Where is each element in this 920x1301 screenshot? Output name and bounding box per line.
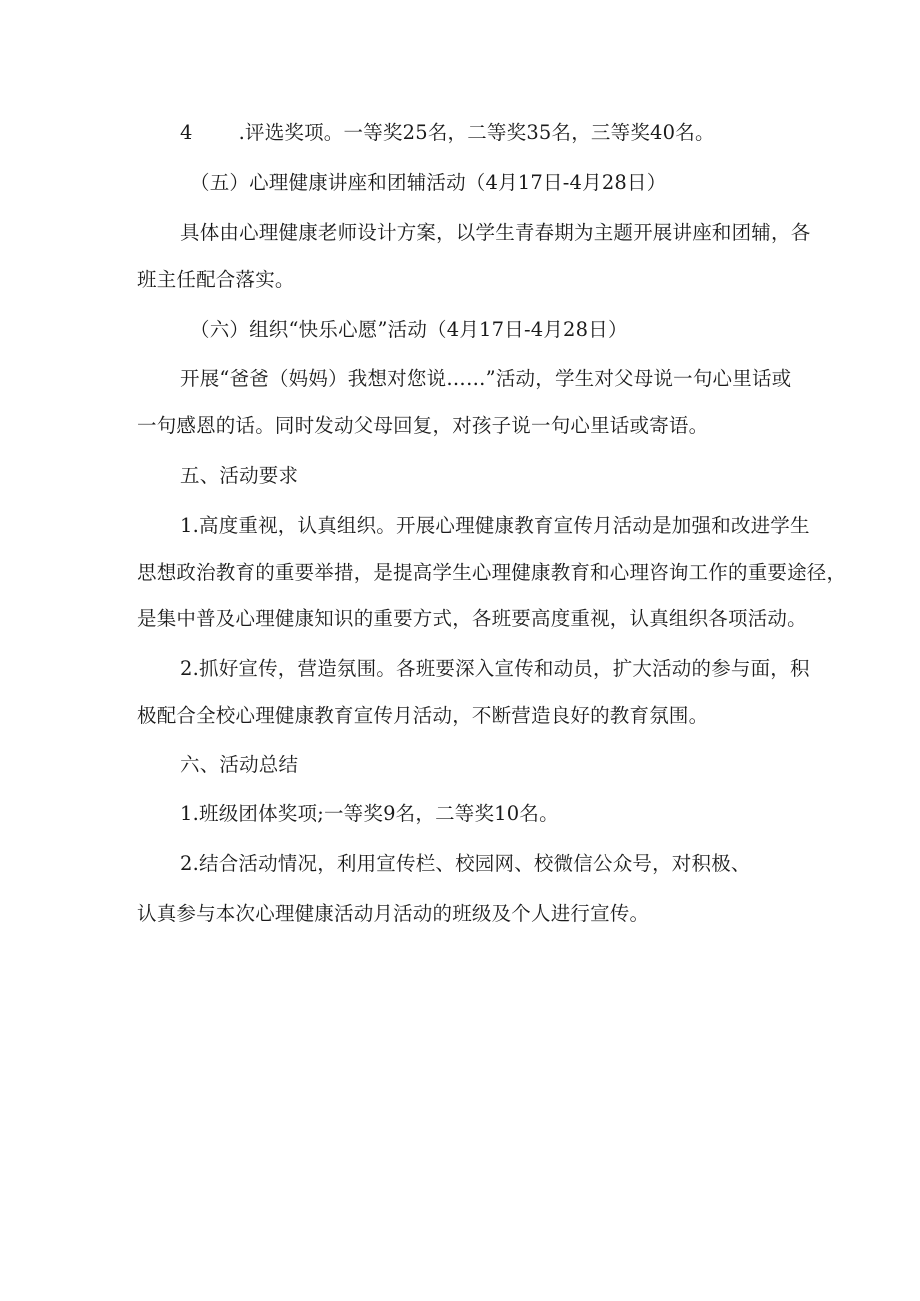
paragraph-line: 2.结合活动情况，利用宣传栏、校园网、校微信公众号，对积极、 <box>180 852 751 875</box>
paragraph-line: 开展“爸爸（妈妈）我想对您说……”活动，学生对父母说一句心里话或 <box>180 367 792 390</box>
section-heading-wish: （六）组织“快乐心愿”活动（4月17日-4月28日） <box>190 318 628 341</box>
section-heading-summary: 六、活动总结 <box>180 753 299 776</box>
paragraph-text: .评选奖项。一等奖25名，二等奖35名，三等奖40名。 <box>238 121 715 144</box>
paragraph-line: 思想政治教育的重要举措，是提高学生心理健康教育和心理咨询工作的重要途径， <box>137 561 847 584</box>
paragraph-line: 1.班级团体奖项;一等奖9名，二等奖10名。 <box>180 802 559 825</box>
paragraph-line: 是集中普及心理健康知识的重要方式，各班要高度重视，认真组织各项活动。 <box>137 607 807 630</box>
paragraph-line: 一句感恩的话。同时发动父母回复，对孩子说一句心里话或寄语。 <box>137 414 709 437</box>
section-heading-lecture: （五）心理健康讲座和团辅活动（4月17日-4月28日） <box>190 171 667 194</box>
paragraph-line: 1.高度重视，认真组织。开展心理健康教育宣传月活动是加强和改进学生 <box>180 514 810 537</box>
paragraph-line: 具体由心理健康老师设计方案，以学生青春期为主题开展讲座和团辅，各 <box>180 221 811 244</box>
section-heading-requirements: 五、活动要求 <box>180 464 299 487</box>
paragraph-line: 2.抓好宣传，营造氛围。各班要深入宣传和动员，扩大活动的参与面，积 <box>180 657 810 680</box>
item-number: 4 <box>180 121 193 144</box>
paragraph-line: 极配合全校心理健康教育宣传月活动，不断营造良好的教育氛围。 <box>137 704 709 727</box>
paragraph-award-items <box>180 121 715 145</box>
paragraph-line: 认真参与本次心理健康活动月活动的班级及个人进行宣传。 <box>137 902 650 925</box>
paragraph-line: 班主任配合落实。 <box>137 268 295 291</box>
